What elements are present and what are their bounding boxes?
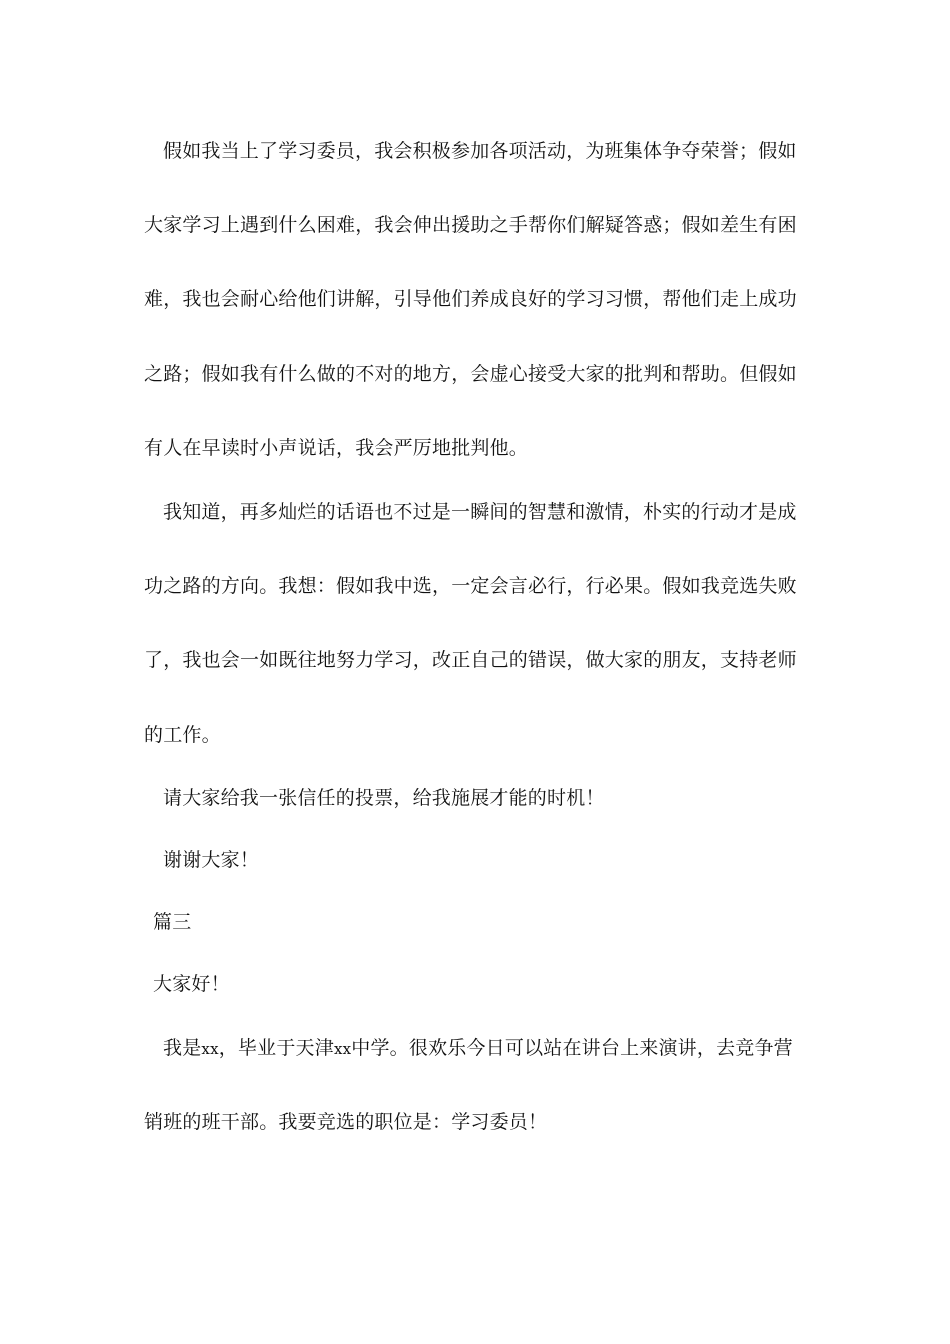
paragraph-last-line-2: 销班的班干部。我要竞选的职位是：学习委员！ [144, 1111, 548, 1133]
paragraph-1-line-4: 之路；假如我有什么做的不对的地方，会虚心接受大家的批判和帮助。但假如 [144, 363, 797, 385]
paragraph-2-line-3: 了，我也会一如既往地努力学习，改正自己的错误，做大家的朋友，支持老师 [144, 649, 797, 671]
paragraph-1-line-1: 假如我当上了学习委员，我会积极参加各项活动，为班集体争夺荣誉；假如 [163, 140, 797, 162]
placeholder-school: xx [333, 1040, 352, 1058]
paragraph-last-line-1 [163, 1036, 793, 1061]
text-segment: ，毕业于天津 [218, 1037, 334, 1059]
paragraph-2-line-1: 我知道，再多灿烂的话语也不过是一瞬间的智慧和激情，朴实的行动才是成 [163, 501, 797, 523]
paragraph-2-line-4: 的工作。 [144, 724, 221, 746]
paragraph-1-line-3: 难，我也会耐心给他们讲解，引导他们养成良好的学习习惯，帮他们走上成功 [144, 288, 797, 310]
paragraph-2-line-2: 功之路的方向。我想：假如我中选，一定会言必行，行必果。假如我竞选失败 [144, 575, 797, 597]
text-segment: 我是 [163, 1037, 202, 1059]
paragraph-1-line-2: 大家学习上遇到什么困难，我会伸出援助之手帮你们解疑答惑；假如差生有困 [144, 214, 797, 236]
paragraph-1-line-5: 有人在早读时小声说话，我会严厉地批判他。 [144, 437, 529, 459]
section-heading: 篇三 [153, 911, 192, 933]
vote-request-line: 请大家给我一张信任的投票，给我施展才能的时机！ [163, 787, 605, 809]
text-segment: 中学。很欢乐今日可以站在讲台上来演讲，去竞争营 [351, 1037, 793, 1059]
greeting-line: 大家好！ [153, 973, 230, 995]
placeholder-name: xx [201, 1040, 219, 1058]
thanks-line: 谢谢大家！ [163, 849, 260, 871]
